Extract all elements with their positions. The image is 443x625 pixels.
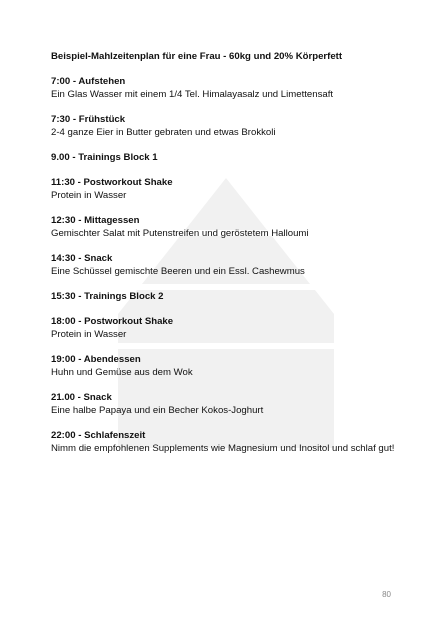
meal-entry <box>51 429 401 455</box>
entry-heading: 11:30 - Postworkout Shake <box>51 177 173 188</box>
meal-entry <box>51 75 401 101</box>
entry-heading: 19:00 - Abendessen <box>51 354 141 365</box>
entry-text: 2-4 ganze Eier in Butter gebraten und etwas Brokkoli <box>51 127 276 138</box>
entry-heading: 18:00 - Postworkout Shake <box>51 316 174 327</box>
page-number: 80 <box>382 590 391 599</box>
entry-text: Gemischter Salat mit Putenstreifen und geröstetem Halloumi <box>51 228 309 239</box>
entry-text: Eine Schüssel gemischte Beeren und ein Essl. Cashewmus <box>51 266 305 277</box>
entry-heading: 14:30 - Snack <box>51 253 113 264</box>
meal-entry <box>51 391 401 417</box>
entry-text: Protein in Wasser <box>51 329 127 340</box>
meal-entry <box>51 151 401 164</box>
entry-heading: 7:30 - Frühstück <box>51 114 126 125</box>
entry-text: Nimm die empfohlenen Supplements wie Magnesium und Inositol und schlaf gut! <box>51 443 395 454</box>
entry-text: Ein Glas Wasser mit einem 1/4 Tel. Himalayasalz und Limettensaft <box>51 89 334 100</box>
meal-entry <box>51 176 401 202</box>
meal-entry <box>51 214 401 240</box>
meal-entry <box>51 353 401 379</box>
entry-text: Huhn und Gemüse aus dem Wok <box>51 367 193 378</box>
document-title: Beispiel-Mahlzeitenplan für eine Frau - 60kg und 20% Körperfett <box>51 51 343 62</box>
meal-entry <box>51 290 401 303</box>
entry-heading: 15:30 - Trainings Block 2 <box>51 291 164 302</box>
entry-text: Protein in Wasser <box>51 190 127 201</box>
meal-entry <box>51 113 401 139</box>
entry-heading: 9.00 - Trainings Block 1 <box>51 152 158 163</box>
entry-heading: 22:00 - Schlafenszeit <box>51 430 146 441</box>
meal-entry <box>51 315 401 341</box>
entry-heading: 7:00 - Aufstehen <box>51 76 126 87</box>
entry-text: Eine halbe Papaya und ein Becher Kokos-Joghurt <box>51 405 264 416</box>
entry-heading: 12:30 - Mittagessen <box>51 215 140 226</box>
entry-heading: 21.00 - Snack <box>51 392 112 403</box>
meal-plan <box>51 50 401 467</box>
meal-entry <box>51 252 401 278</box>
